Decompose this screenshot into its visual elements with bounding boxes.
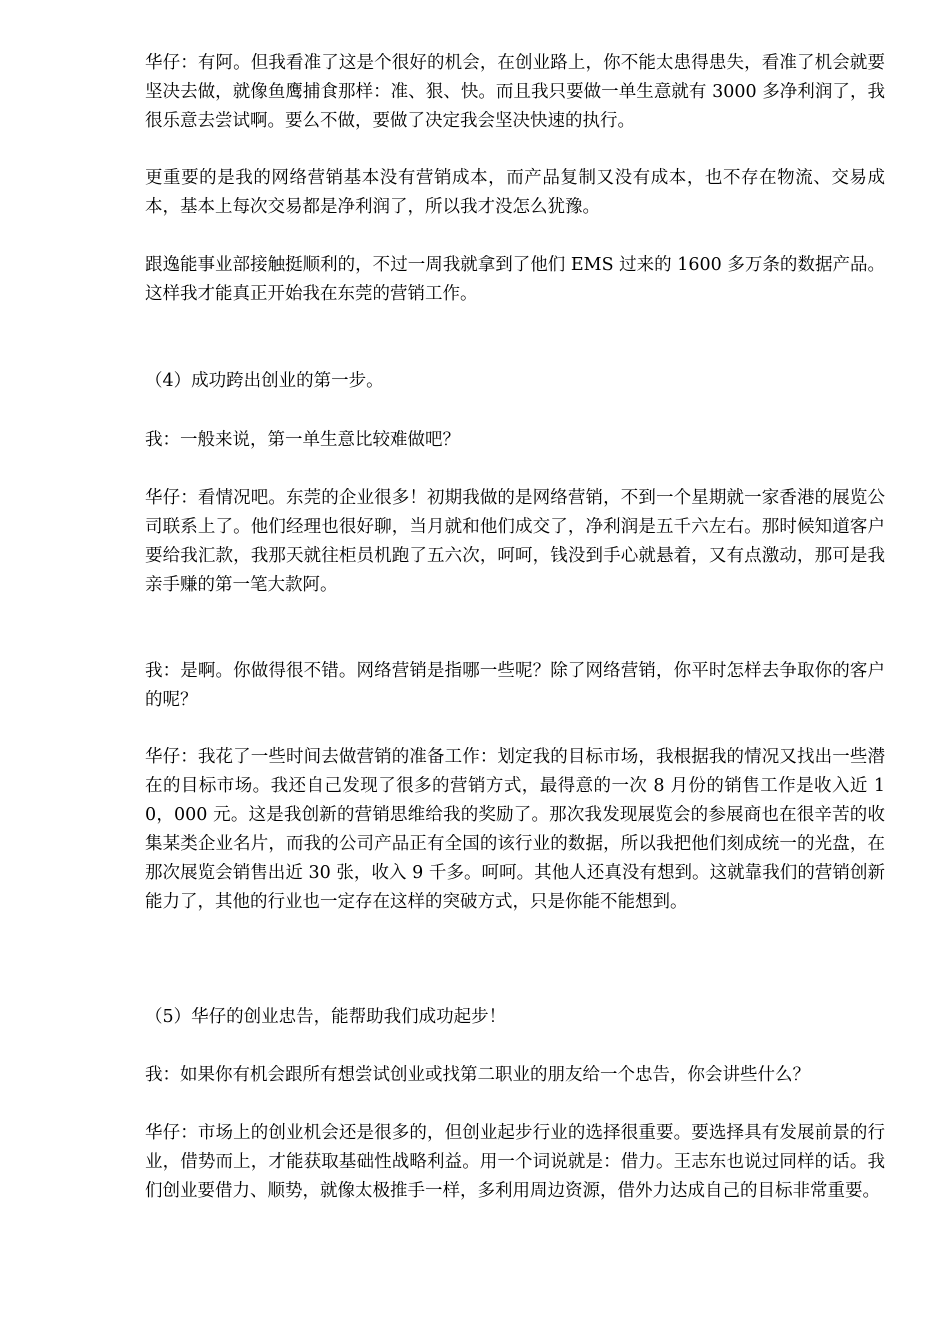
section-heading-4: （4）成功跨出创业的第一步。 — [145, 371, 384, 391]
paragraph-question-1: 我：一般来说，第一单生意比较难做吧？ — [145, 430, 460, 450]
paragraph-answer-3: 华仔：市场上的创业机会还是很多的，但创业起步行业的选择很重要。要选择具有发展前景的行业，借势而上，才能获取基础性战略利益。用一个词说就是：借力。王志东也说过同样的话。我们创业要借力、顺势，就像太极推手一样，多利用周边资源，借外力达成自己的目标非常重要。 — [145, 1123, 885, 1201]
paragraph-question-3: 我：如果你有机会跟所有想尝试创业或找第二职业的朋友给一个忠告，你会讲些什么？ — [145, 1065, 810, 1085]
paragraph-question-2: 我：是啊。你做得很不错。网络营销是指哪一些呢？除了网络营销，你平时怎样去争取你的客户的呢？ — [145, 661, 885, 710]
paragraph-2: 更重要的是我的网络营销基本没有营销成本，而产品复制又没有成本，也不存在物流、交易成本，基本上每次交易都是净利润了，所以我才没怎么犹豫。 — [145, 168, 885, 217]
paragraph-3: 跟逸能事业部接触挺顺利的，不过一周我就拿到了他们 EMS 过来的 1600 多万条的数据产品。这样我才能真正开始我在东莞的营销工作。 — [145, 255, 885, 304]
paragraph-answer-1: 华仔：看情况吧。东莞的企业很多！初期我做的是网络营销，不到一个星期就一家香港的展览公司联系上了。他们经理也很好聊，当月就和他们成交了，净利润是五千六左右。那时候知道客户要给我汇款，我那天就往柜员机跑了五六次，呵呵，钱没到手心就悬着，又有点激动，那可是我亲手赚的第一笔大款阿。 — [145, 488, 885, 595]
paragraph-answer-2: 华仔：我花了一些时间去做营销的准备工作：划定我的目标市场，我根据我的情况又找出一些潜在的目标市场。我还自己发现了很多的营销方式，最得意的一次 8 月份的销售工作是收入近 10，000 元。这是我创新的营销思维给我的奖励了。那次我发现展览会的参展商也在很辛苦的收集某类企业名片，而我的公司产品正有全国的该行业的数据，所以我把他们刻成统一的光盘，在那次展览会销售出近 30 张，收入 9 千多。呵呵。其他人还真没有想到。这就靠我们的营销创新能力了，其他的行业也一定存在这样的突破方式，只是你能不能想到。 — [145, 747, 885, 912]
paragraph-1: 华仔：有阿。但我看准了这是个很好的机会，在创业路上，你不能太患得患失，看准了机会就要坚决去做，就像鱼鹰捕食那样：准、狠、快。而且我只要做一单生意就有 3000 多净利润了，我很乐意去尝试啊。要么不做，要做了决定我会坚决快速的执行。 — [145, 53, 885, 131]
section-heading-5: （5）华仔的创业忠告，能帮助我们成功起步！ — [145, 1007, 507, 1027]
